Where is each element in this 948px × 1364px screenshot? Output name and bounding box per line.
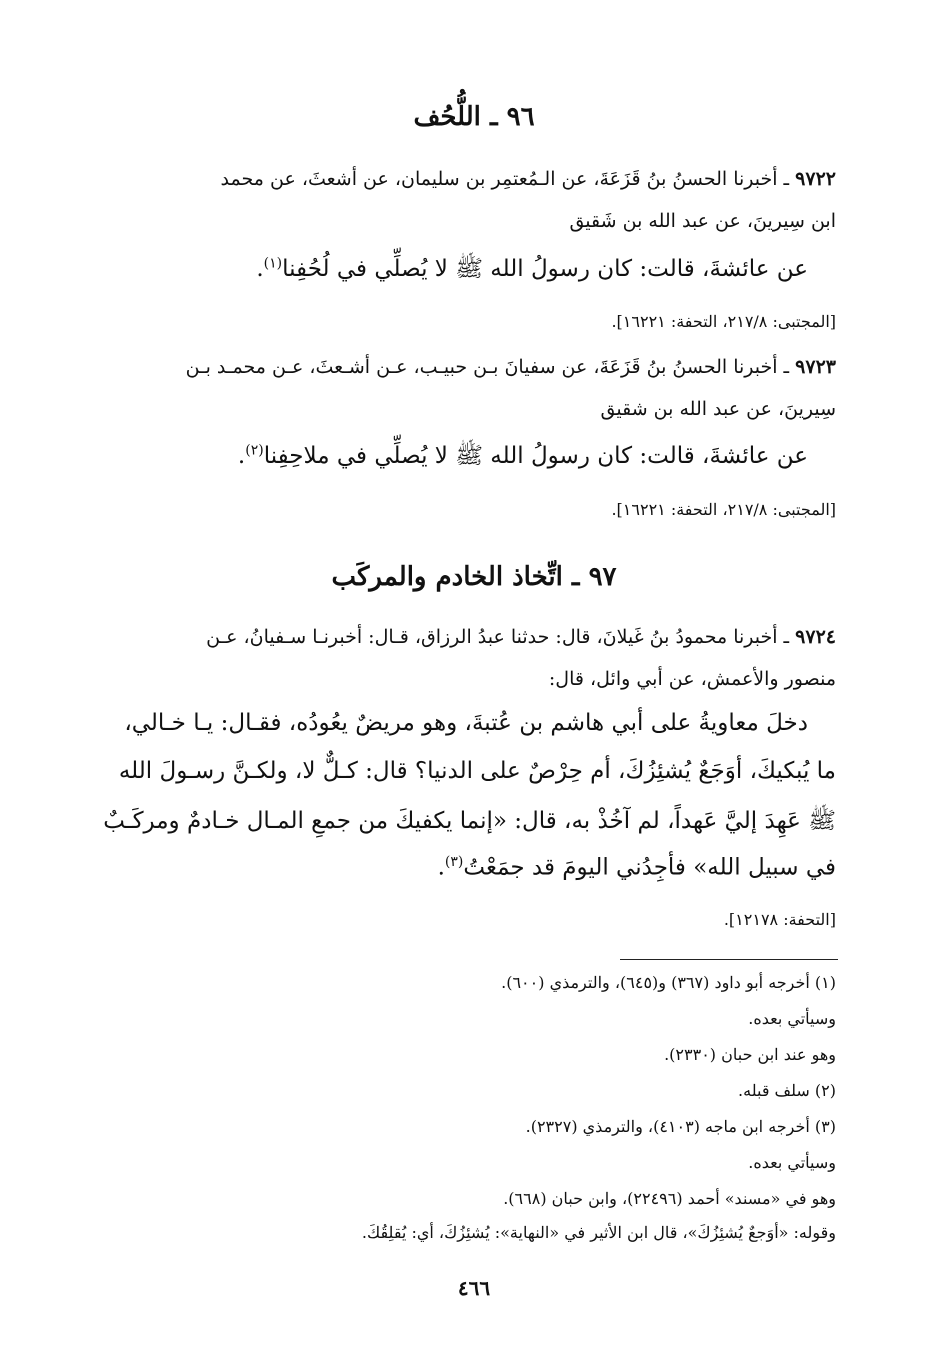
isnad-text: ـ أخبرنا محمودُ بنُ غَيلانَ، قال: حدثنا عبدُ الرزاق، قـال: أخبرنـا سـفيانُ، عـن [206, 626, 796, 648]
hadith-9722-matn [256, 254, 808, 288]
section-heading-97: ٩٧ ـ اتِّخاذ الخادم والمركَب [331, 562, 617, 592]
matn-end: . [256, 256, 264, 282]
page-number: ٤٦٦ [457, 1276, 491, 1300]
matn-end: . [437, 854, 445, 881]
footnote-line: (١) أخرجه أبو داود (٣٦٧) و(٦٤٥)، والترمذي (٦٠٠). [501, 973, 836, 992]
footnote-line: (٢) سلف قبله. [738, 1081, 836, 1100]
footnote-line: (٣) أخرجه ابن ماجه (٤١٠٣)، والترمذي (٢٣٢٧). [525, 1117, 836, 1136]
matn-text: عن عائشةَ، قالت: كان رسولُ الله ﷺ لا يُصلِّي في لُحُفِنا [282, 256, 808, 282]
footnote-line: وهو في «مسند» أحمد (٢٢٤٩٦)، وابن حبان (٦٦٨). [503, 1189, 836, 1208]
section-heading-96: ٩٦ ـ اللُّحُف [413, 102, 535, 132]
hadith-9724-matn-line2: ما يُبكيكَ، أوَجَعٌ يُشئِزُكَ، أم حِرْصٌ على الدنيا؟ قال: كـلٌّ لا، ولكـنَّ رسـولَ الله [118, 758, 836, 784]
hadith-9722-isnad-line2: ابن سِيرينَ، عن عبد الله بن شَقيق [569, 210, 836, 232]
footnote-line: وسيأتي بعده. [748, 1009, 836, 1028]
footnote-line: وهو عند ابن حبان (٢٣٣٠). [664, 1045, 836, 1064]
hadith-9722-reference: [المجتبى: ٢١٧/٨، التحفة: ١٦٢٢١]. [611, 312, 836, 331]
hadith-9723-reference: [المجتبى: ٢١٧/٨، التحفة: ١٦٢٢١]. [611, 500, 836, 519]
hadith-9722-isnad-line1 [221, 168, 836, 190]
hadith-number: ٩٧٢٣ [795, 356, 836, 378]
hadith-9723-matn [238, 441, 808, 475]
hadith-number: ٩٧٢٤ [795, 626, 836, 648]
footnote-marker-3[interactable]: (٣) [444, 854, 464, 870]
hadith-9724-matn-line3: ﷺ عَهِدَ إليَّ عَهداً، لم آخُذْ به، قال: «إنما يكفيكَ من جمعِ المـال خـادمٌ ومركَـبٌ [103, 808, 836, 834]
matn-text: في سبيل الله» فأجِدُني اليومَ قد جمَعْتُ [463, 854, 836, 881]
hadith-9723-isnad-line2: سِيرينَ، عن عبد الله بن شقيق [600, 398, 836, 420]
hadith-number: ٩٧٢٢ [795, 168, 836, 190]
hadith-9724-reference: [التحفة: ١٢١٧٨]. [723, 910, 836, 929]
footnote-line: وقوله: «أوَجعٌ يُشئِزُكَ»، قال ابن الأثير في «النهاية»: يُشئِزُكَ، أي: يُقلِقُكَ. [361, 1223, 836, 1242]
isnad-text: ـ أخبرنا الحسنُ بنُ قَزَعَةَ، عن الـمُعتمِر بن سليمان، عن أشعثَ، عن محمد [220, 168, 796, 190]
hadith-9724-isnad-line1 [206, 626, 836, 648]
footnote-marker-1[interactable]: (١) [263, 255, 283, 272]
hadith-9723-isnad-line1 [186, 356, 836, 378]
hadith-9724-matn-line1: دخلَ معاويةُ على أبي هاشم بن عُتبةَ، وهو مريضٌ يعُودُه، فقـال: يـا خـالي، [124, 710, 808, 736]
matn-text: عن عائشةَ، قالت: كان رسولُ الله ﷺ لا يُصلِّي في ملاحِفِنا [263, 443, 808, 469]
footnote-line: وسيأتي بعده. [748, 1153, 836, 1172]
hadith-9724-isnad-line2: منصور والأعمش، عن أبي وائل، قال: [548, 668, 836, 690]
footnote-divider [620, 959, 838, 960]
footnote-marker-2[interactable]: (٢) [245, 442, 264, 459]
hadith-9724-matn-line4 [438, 854, 836, 881]
isnad-text: ـ أخبرنا الحسنُ بنُ قَزَعَةَ، عن سفيانَ بـن حبيـب، عـن أشـعثَ، عـن محمـد بـن [185, 356, 796, 378]
matn-end: . [237, 443, 246, 469]
